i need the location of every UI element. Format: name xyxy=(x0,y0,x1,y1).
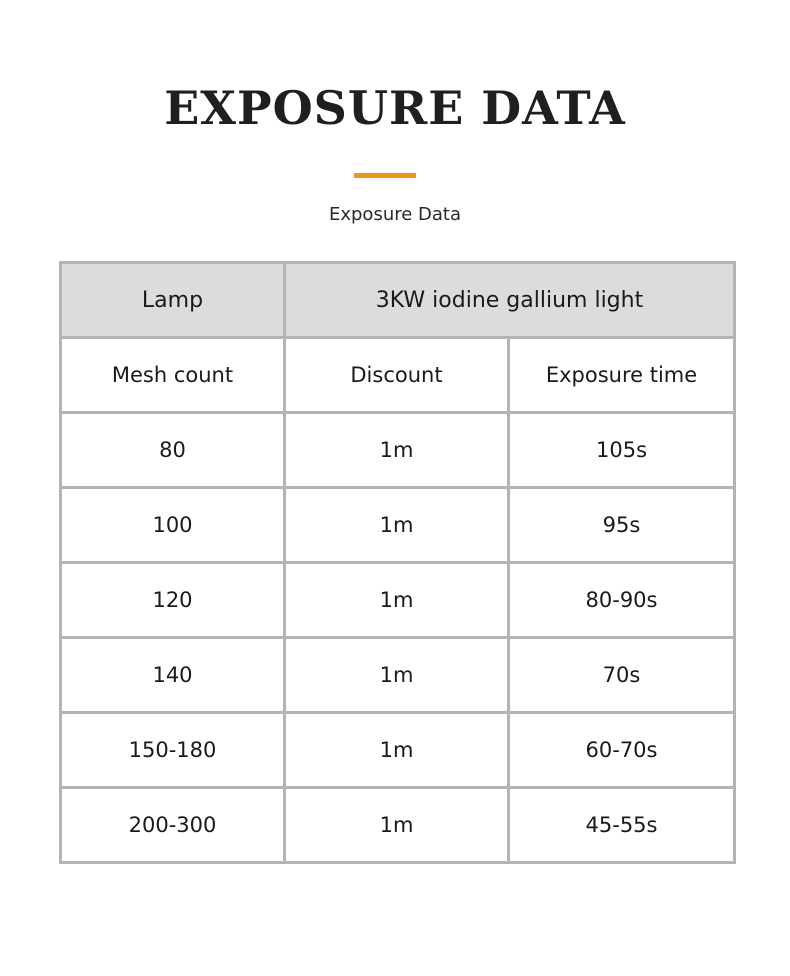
discount-cell: 1m xyxy=(285,413,509,488)
exposure-time-cell: 45-55s xyxy=(509,788,735,863)
mesh-count-cell: 80 xyxy=(61,413,285,488)
title-accent-bar xyxy=(354,173,416,178)
discount-cell: 1m xyxy=(285,713,509,788)
table-row xyxy=(61,488,735,563)
table-row xyxy=(61,638,735,713)
exposure-time-cell: 70s xyxy=(509,638,735,713)
exposure-time-cell: 60-70s xyxy=(509,713,735,788)
table-row xyxy=(61,788,735,863)
column-header-discount: Discount xyxy=(285,338,509,413)
mesh-count-cell: 200-300 xyxy=(61,788,285,863)
lamp-label-cell: Lamp xyxy=(61,263,285,338)
mesh-count-cell: 100 xyxy=(61,488,285,563)
page-subtitle: Exposure Data xyxy=(328,204,462,225)
column-header-exposure-time: Exposure time xyxy=(509,338,735,413)
table-header-row xyxy=(61,263,735,338)
lamp-value-cell: 3KW iodine gallium light xyxy=(285,263,735,338)
mesh-count-cell: 120 xyxy=(61,563,285,638)
table-row xyxy=(61,413,735,488)
table-row xyxy=(61,563,735,638)
exposure-data-table xyxy=(59,261,736,864)
table-row xyxy=(61,713,735,788)
mesh-count-cell: 150-180 xyxy=(61,713,285,788)
discount-cell: 1m xyxy=(285,563,509,638)
exposure-time-cell: 95s xyxy=(509,488,735,563)
discount-cell: 1m xyxy=(285,488,509,563)
discount-cell: 1m xyxy=(285,638,509,713)
mesh-count-cell: 140 xyxy=(61,638,285,713)
exposure-time-cell: 105s xyxy=(509,413,735,488)
column-header-mesh-count: Mesh count xyxy=(61,338,285,413)
exposure-time-cell: 80-90s xyxy=(509,563,735,638)
discount-cell: 1m xyxy=(285,788,509,863)
page-title: EXPOSURE DATA xyxy=(164,81,626,135)
column-header-row xyxy=(61,338,735,413)
